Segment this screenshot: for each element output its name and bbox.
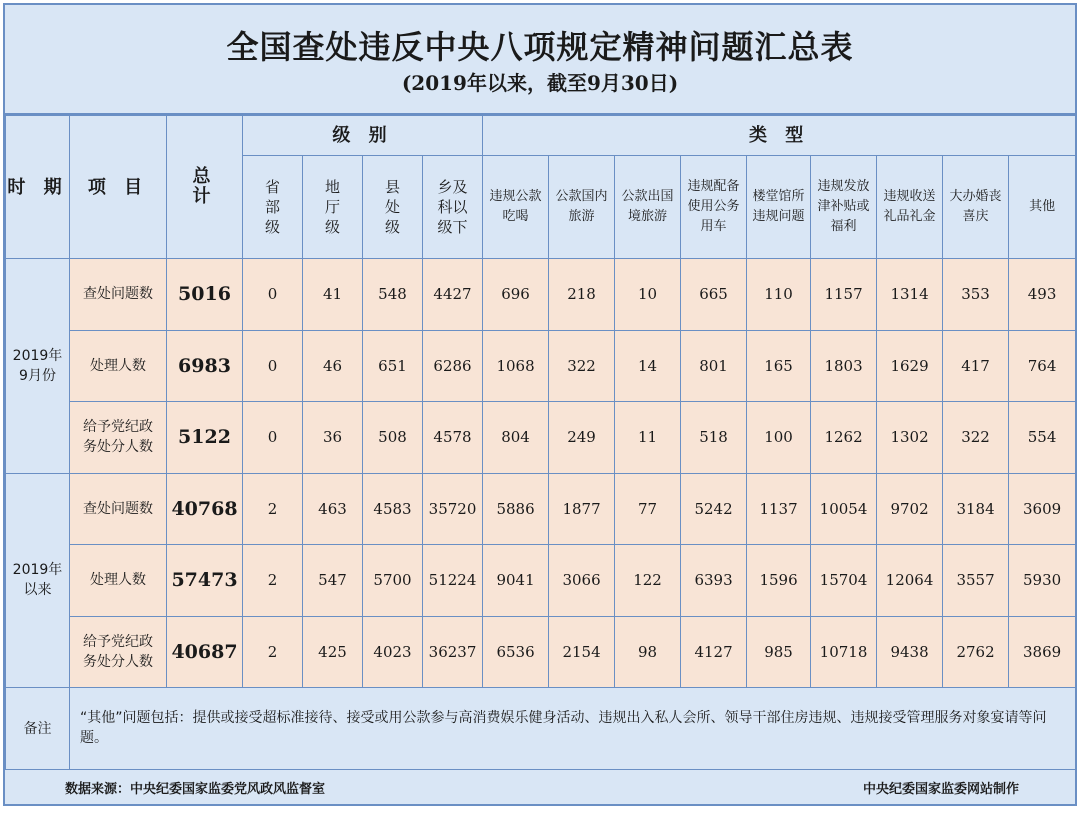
level-cell-text: 0 [267, 428, 278, 447]
type-cell-text: 6393 [694, 571, 733, 590]
level-cell-text: 508 [378, 428, 407, 447]
type-cell-text: 3066 [562, 571, 601, 590]
header-type [877, 156, 943, 259]
header-total [167, 116, 243, 259]
row-total [167, 402, 243, 474]
type-cell-text: 110 [764, 285, 793, 304]
type-cell [811, 402, 877, 474]
level-cell [243, 616, 303, 688]
type-cell-text: 1302 [890, 428, 929, 447]
type-cell [1009, 402, 1076, 474]
type-cell-text: 1314 [890, 285, 929, 304]
level-cell [363, 545, 423, 617]
table-row [6, 545, 1076, 617]
period-label [6, 473, 70, 688]
type-cell [549, 330, 615, 402]
table-row [6, 402, 1076, 474]
header-type [549, 156, 615, 259]
type-cell-text: 9438 [890, 642, 929, 661]
type-cell [877, 330, 943, 402]
period-label [6, 259, 70, 474]
header-type-text: 公款出国 境旅游 [621, 189, 674, 224]
type-cell [811, 473, 877, 545]
type-cell-text: 804 [501, 428, 530, 447]
page-title: 全国查处违反中央八项规定精神问题汇总表 [226, 28, 854, 66]
type-cell-text: 1262 [824, 428, 863, 447]
summary-table [5, 115, 1076, 770]
type-cell-text: 9702 [890, 499, 929, 518]
level-cell-text: 2 [267, 571, 278, 590]
type-cell-text: 493 [1027, 285, 1057, 304]
type-cell [1009, 330, 1076, 402]
type-cell-text: 5886 [496, 499, 535, 518]
row-item [70, 616, 167, 688]
type-cell-text: 1629 [890, 356, 929, 375]
level-cell-text: 35720 [428, 499, 477, 518]
header-type [811, 156, 877, 259]
note-text [70, 688, 1076, 770]
type-cell-text: 1877 [562, 499, 601, 518]
type-cell [811, 330, 877, 402]
type-cell [483, 616, 549, 688]
type-cell-text: 218 [567, 285, 596, 304]
type-cell-text: 3609 [1022, 499, 1062, 518]
row-item-text: 查处问题数 [83, 286, 153, 303]
level-cell-text: 2 [267, 499, 278, 518]
type-cell [877, 473, 943, 545]
header-item [70, 116, 167, 259]
row-item-text: 给予党纪政 务处分人数 [83, 633, 153, 670]
row-total [167, 330, 243, 402]
level-cell [423, 616, 483, 688]
type-cell [615, 616, 681, 688]
type-cell-text: 417 [961, 356, 990, 375]
type-cell [747, 402, 811, 474]
row-total-text: 5122 [178, 426, 231, 449]
type-cell [483, 545, 549, 617]
period-label-text: 2019年 9月份 [12, 347, 63, 384]
page-subtitle: (2019年以来，截至9月30日) [401, 71, 679, 95]
level-cell-text: 5700 [373, 571, 412, 590]
level-cell [423, 402, 483, 474]
type-cell [943, 473, 1009, 545]
row-total-text: 40687 [171, 640, 238, 663]
header-type-group-text: 类 型 [748, 125, 810, 146]
level-cell-text: 548 [378, 285, 407, 304]
row-item [70, 545, 167, 617]
header-type-text: 楼堂馆所 违规问题 [752, 189, 805, 224]
type-cell-text: 322 [567, 356, 596, 375]
row-total [167, 616, 243, 688]
header-level-text: 省 部 级 [264, 177, 280, 236]
type-cell [483, 473, 549, 545]
header-level [363, 156, 423, 259]
type-cell [681, 473, 747, 545]
header-level-group-text: 级 别 [332, 125, 393, 146]
header-period [6, 116, 70, 259]
level-cell [243, 259, 303, 331]
type-cell [615, 330, 681, 402]
level-cell [243, 330, 303, 402]
level-cell [303, 545, 363, 617]
level-cell-text: 0 [267, 356, 278, 375]
header-type [747, 156, 811, 259]
type-cell [549, 616, 615, 688]
header-level [243, 156, 303, 259]
note-row [6, 688, 1076, 770]
type-cell-text: 1596 [759, 571, 798, 590]
header-level-group [243, 116, 483, 156]
header-total-text: 总 计 [192, 166, 217, 207]
level-cell [303, 616, 363, 688]
type-cell-text: 122 [633, 571, 662, 590]
level-cell-text: 463 [318, 499, 347, 518]
level-cell-text: 425 [318, 642, 347, 661]
level-cell [423, 473, 483, 545]
header-type [1009, 156, 1076, 259]
row-total-text: 57473 [171, 569, 238, 592]
type-cell-text: 10054 [819, 499, 868, 518]
type-cell-text: 801 [699, 356, 728, 375]
type-cell [681, 545, 747, 617]
header-row-top [6, 116, 1076, 156]
type-cell-text: 322 [961, 428, 990, 447]
type-cell-text: 554 [1027, 428, 1057, 447]
type-cell [943, 616, 1009, 688]
type-cell [615, 545, 681, 617]
type-cell-text: 4127 [694, 642, 733, 661]
level-cell-text: 651 [378, 356, 407, 375]
type-cell-text: 14 [637, 356, 658, 375]
level-cell [303, 259, 363, 331]
type-cell [811, 616, 877, 688]
level-cell-text: 547 [318, 571, 347, 590]
level-cell-text: 4427 [433, 285, 472, 304]
type-cell-text: 10 [637, 285, 658, 304]
type-cell [811, 259, 877, 331]
type-cell [483, 259, 549, 331]
level-cell [363, 330, 423, 402]
table-row [6, 330, 1076, 402]
level-cell-text: 36 [322, 428, 343, 447]
row-item [70, 402, 167, 474]
type-cell [1009, 473, 1076, 545]
type-cell [811, 545, 877, 617]
type-cell [747, 330, 811, 402]
type-cell-text: 6536 [496, 642, 535, 661]
type-cell-text: 2154 [562, 642, 601, 661]
type-cell [943, 330, 1009, 402]
type-cell-text: 98 [637, 642, 658, 661]
type-cell-text: 165 [764, 356, 793, 375]
type-cell-text: 1157 [824, 285, 863, 304]
type-cell-text: 15704 [819, 571, 868, 590]
type-cell [681, 402, 747, 474]
row-item [70, 330, 167, 402]
summary-sheet [3, 3, 1077, 806]
level-cell-text: 0 [267, 285, 278, 304]
type-cell-text: 11 [637, 428, 658, 447]
title-bar [5, 5, 1075, 115]
type-cell-text: 100 [764, 428, 793, 447]
type-cell [1009, 545, 1076, 617]
type-cell-text: 665 [699, 285, 728, 304]
level-cell [363, 402, 423, 474]
type-cell [877, 402, 943, 474]
type-cell-text: 2762 [956, 642, 995, 661]
level-cell [243, 545, 303, 617]
type-cell [1009, 259, 1076, 331]
type-cell-text: 3557 [956, 571, 995, 590]
type-cell-text: 3184 [956, 499, 995, 518]
type-cell-text: 12064 [885, 571, 934, 590]
table-row [6, 473, 1076, 545]
level-cell [243, 402, 303, 474]
header-type-text: 其他 [1029, 199, 1056, 214]
header-type-text: 违规发放 津补贴或 福利 [817, 179, 870, 234]
type-cell-text: 1137 [759, 499, 798, 518]
type-cell [549, 259, 615, 331]
type-cell [877, 259, 943, 331]
level-cell-text: 46 [322, 356, 343, 375]
type-cell-text: 985 [764, 642, 793, 661]
type-cell [747, 545, 811, 617]
level-cell [423, 545, 483, 617]
type-cell [747, 259, 811, 331]
type-cell-text: 9041 [496, 571, 535, 590]
type-cell-text: 1803 [824, 356, 863, 375]
type-cell [615, 259, 681, 331]
type-cell-text: 1068 [496, 356, 535, 375]
type-cell [943, 402, 1009, 474]
header-level [303, 156, 363, 259]
footer-bar [5, 769, 1075, 804]
row-total-text: 6983 [178, 354, 231, 377]
row-total [167, 473, 243, 545]
type-cell [943, 259, 1009, 331]
type-cell [549, 473, 615, 545]
type-cell [877, 616, 943, 688]
table-row [6, 616, 1076, 688]
period-label-text: 2019年 以来 [12, 562, 63, 599]
type-cell [483, 330, 549, 402]
row-item [70, 473, 167, 545]
header-type-text: 违规收送 礼品礼金 [883, 189, 936, 224]
row-item-text: 查处问题数 [83, 500, 153, 517]
type-cell [615, 402, 681, 474]
row-total-text: 5016 [178, 283, 231, 306]
producer-credit: 中央纪委国家监委网站制作 [862, 782, 1019, 797]
type-cell [877, 545, 943, 617]
header-item-text: 项 目 [87, 176, 149, 198]
row-item [70, 259, 167, 331]
level-cell [363, 473, 423, 545]
row-item-text: 处理人数 [90, 572, 146, 589]
level-cell [423, 259, 483, 331]
type-cell-text: 77 [637, 499, 658, 518]
row-total [167, 259, 243, 331]
type-cell [1009, 616, 1076, 688]
level-cell [423, 330, 483, 402]
level-cell-text: 6286 [433, 356, 472, 375]
type-cell [483, 402, 549, 474]
header-type [483, 156, 549, 259]
note-label-text: 备注 [23, 720, 52, 737]
note-label [6, 688, 70, 770]
header-type [615, 156, 681, 259]
header-level-text: 地 厅 级 [324, 177, 340, 236]
level-cell-text: 4578 [433, 428, 472, 447]
type-cell [681, 616, 747, 688]
level-cell [303, 473, 363, 545]
header-level-text: 县 处 级 [384, 177, 400, 236]
header-type-text: 公款国内 旅游 [555, 189, 608, 224]
level-cell [363, 259, 423, 331]
header-level [423, 156, 483, 259]
type-cell-text: 5930 [1022, 571, 1062, 590]
type-cell [747, 473, 811, 545]
level-cell-text: 51224 [428, 571, 477, 590]
type-cell [549, 402, 615, 474]
row-total-text: 40768 [171, 497, 238, 520]
header-type-text: 违规配备 使用公务 用车 [687, 179, 740, 234]
header-period-text: 时 期 [7, 176, 68, 198]
row-item-text: 处理人数 [90, 357, 146, 374]
level-cell [243, 473, 303, 545]
type-cell-text: 353 [961, 285, 990, 304]
type-cell-text: 3869 [1022, 642, 1062, 661]
level-cell-text: 4583 [373, 499, 412, 518]
note-text-text: “其他”问题包括：提供或接受超标准接待、接受或用公款参与高消费娱乐健身活动、违规出入私人会所、领导干部住房违规、违规接受管理服务对象宴请等问题。 [80, 709, 1047, 746]
type-cell-text: 10718 [819, 642, 868, 661]
level-cell-text: 4023 [373, 642, 412, 661]
type-cell-text: 764 [1027, 356, 1057, 375]
header-level-text: 乡及 科以 级下 [437, 177, 468, 236]
table-row [6, 259, 1076, 331]
type-cell [681, 330, 747, 402]
header-type [681, 156, 747, 259]
level-cell-text: 36237 [428, 642, 477, 661]
header-type [943, 156, 1009, 259]
header-type-text: 大办婚丧 喜庆 [949, 189, 1002, 224]
type-cell [943, 545, 1009, 617]
level-cell [303, 402, 363, 474]
type-cell-text: 696 [501, 285, 530, 304]
level-cell [303, 330, 363, 402]
header-type-group [483, 116, 1076, 156]
type-cell-text: 518 [699, 428, 728, 447]
header-type-text: 违规公款 吃喝 [489, 189, 542, 224]
row-item-text: 给予党纪政 务处分人数 [83, 419, 153, 456]
type-cell [681, 259, 747, 331]
level-cell-text: 2 [267, 642, 278, 661]
level-cell [363, 616, 423, 688]
type-cell-text: 5242 [694, 499, 733, 518]
type-cell [747, 616, 811, 688]
type-cell [615, 473, 681, 545]
row-total [167, 545, 243, 617]
type-cell-text: 249 [567, 428, 596, 447]
data-source: 数据来源：中央纪委国家监委党风政风监督室 [65, 782, 326, 797]
type-cell [549, 545, 615, 617]
level-cell-text: 41 [322, 285, 343, 304]
